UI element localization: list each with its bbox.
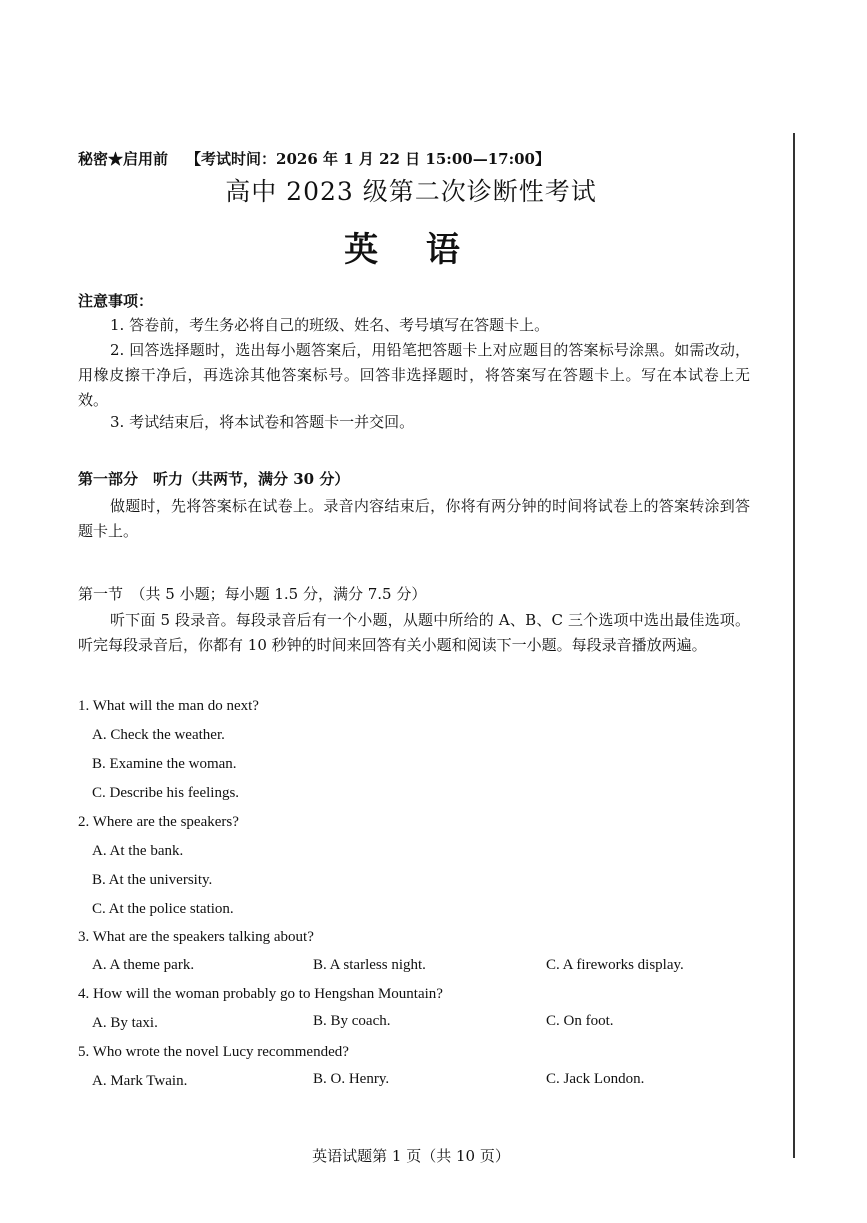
- question-3-stem: 3. What are the speakers talking about?: [78, 929, 314, 945]
- question-1-option-c: C. Describe his feelings.: [92, 785, 240, 801]
- question-5-option-b: B. O. Henry.: [313, 1071, 390, 1087]
- exam-title: 高中 2023 级第二次诊断性考试: [225, 177, 597, 206]
- exam-time: 【考试时间：2026 年 1 月 22 日 15:00—17:00】: [186, 150, 550, 168]
- question-2-option-c: C. At the police station.: [92, 901, 234, 917]
- section1-title: 第一节 （共 5 小题；每小题 1.5 分，满分 7.5 分）: [78, 585, 427, 603]
- part1-title: 第一部分 听力（共两节，满分 30 分）: [78, 470, 350, 488]
- binding-rule: [793, 133, 795, 1158]
- question-2-stem: 2. Where are the speakers?: [78, 814, 239, 830]
- question-4-option-a: A. By taxi.: [92, 1015, 158, 1031]
- exam-header: [78, 148, 568, 169]
- question-2-option-b: B. At the university.: [92, 872, 213, 888]
- question-1-stem: 1. What will the man do next?: [78, 698, 259, 714]
- subject-title: 英 语: [344, 230, 478, 270]
- question-4-option-c: C. On foot.: [546, 1013, 614, 1029]
- question-4-stem: 4. How will the woman probably go to Hengshan Mountain?: [78, 986, 443, 1002]
- question-2-option-a: A. At the bank.: [92, 843, 184, 859]
- notes-title: 注意事项：: [78, 292, 154, 310]
- question-3-option-b: B. A starless night.: [313, 957, 426, 973]
- page-footer: 英语试题第 1 页（共 10 页）: [312, 1147, 510, 1165]
- question-5-option-c: C. Jack London.: [546, 1071, 645, 1087]
- question-1-option-a: A. Check the weather.: [92, 727, 225, 743]
- question-3-option-c: C. A fireworks display.: [546, 957, 684, 973]
- question-5-option-a: A. Mark Twain.: [92, 1073, 188, 1089]
- question-3-option-a: A. A theme park.: [92, 957, 195, 973]
- part1-instruction: 做题时，先将答案标在试卷上。录音内容结束后，你将有两分钟的时间将试卷上的答案转涂到答题卡上。: [78, 497, 750, 540]
- note-item-2: 2. 回答选择题时，选出每小题答案后，用铅笔把答题卡上对应题目的答案标号涂黑。如需改动，用橡皮擦干净后，再选涂其他答案标号。回答非选择题时，将答案写在答题卡上。写在本试卷上无效。: [78, 341, 750, 409]
- question-4-option-b: B. By coach.: [313, 1013, 391, 1029]
- note-item-1: 1. 答卷前，考生务必将自己的班级、姓名、考号填写在答题卡上。: [110, 316, 550, 334]
- section1-instruction: 听下面 5 段录音。每段录音后有一个小题，从题中所给的 A、B、C 三个选项中选出最佳选项。听完每段录音后，你都有 10 秒钟的时间来回答有关小题和阅读下一小题。每段录音播放两遍。: [78, 611, 750, 654]
- question-5-stem: 5. Who wrote the novel Lucy recommended?: [78, 1044, 349, 1060]
- confidential-label: 秘密★启用前: [78, 150, 169, 168]
- question-1-option-b: B. Examine the woman.: [92, 756, 237, 772]
- note-item-3: 3. 考试结束后，将本试卷和答题卡一并交回。: [110, 413, 415, 431]
